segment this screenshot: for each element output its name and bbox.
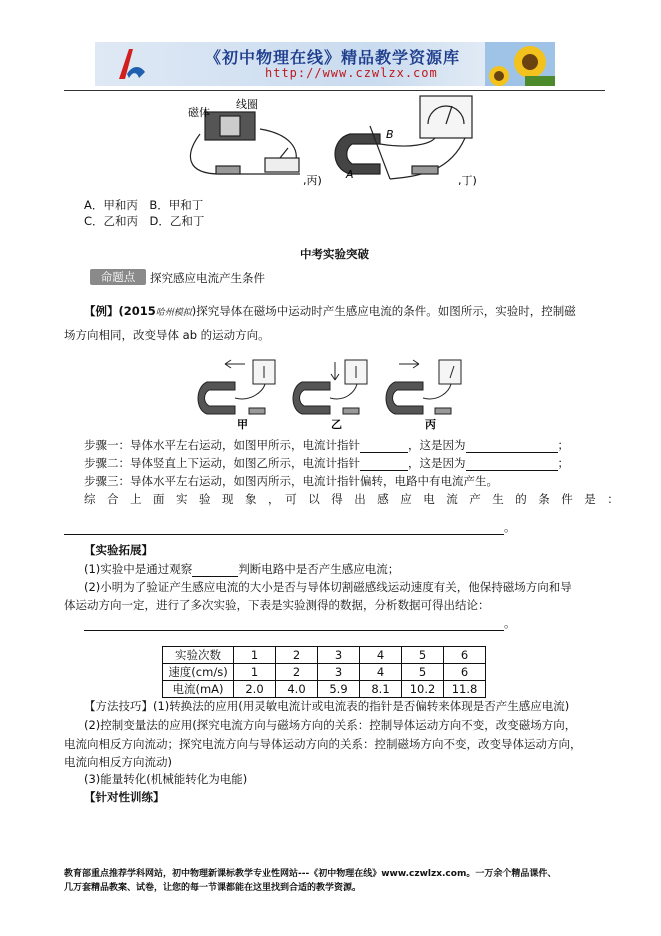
blank-q1[interactable] (192, 564, 238, 577)
table-header: 速度(cm/s) (163, 664, 234, 681)
methods-line-5: (3)能量转化(机械能转化为电能) (84, 772, 248, 786)
table-cell: 5 (402, 664, 444, 681)
step-2 (84, 455, 569, 471)
blank-step-2-b[interactable] (466, 458, 558, 471)
table-cell: 5 (402, 647, 444, 664)
methods-line-6: 【针对性训练】 (84, 790, 165, 804)
table-cell: 10.2 (402, 681, 444, 698)
footer-line-1: 教育部重点推荐学科网站，初中物理新课标教学专业性网站---《初中物理在线》www.czwlzx.com。一万余个精品课件、 (64, 869, 557, 879)
figure-label-yi: 乙 (331, 418, 342, 431)
table-row (163, 681, 486, 698)
expand-q1-text: (1)实验中是通过观察 (84, 562, 193, 576)
header-rule (64, 90, 605, 91)
expand-q2-line-2: 体运动方向一定，进行了多次实验，下表是实验测得的数据，分析数据可得出结论： (64, 598, 490, 612)
step-1 (84, 437, 569, 453)
step-1-end: ； (557, 438, 569, 452)
expand-q1-rest: 判断电路中是否产生感应电流； (238, 562, 400, 576)
table-cell: 1 (234, 647, 276, 664)
step-2-text: 步骤二：导体竖直上下运动，如图乙所示，电流计指针 (84, 456, 360, 470)
table-cell: 6 (444, 664, 486, 681)
site-logo-icon (109, 44, 149, 84)
experiment-figure (195, 352, 475, 432)
step-3: 步骤三：导体水平左右运动，如图丙所示，电流计指针偏转，电路中有电流产生。 (84, 474, 498, 488)
table-cell: 5.9 (318, 681, 360, 698)
step-4-answer (64, 519, 516, 535)
banner-title: 《初中物理在线》精品教学资源库 (205, 48, 461, 67)
top-figure (180, 94, 500, 194)
table-cell: 2 (276, 647, 318, 664)
table-cell: 2 (276, 664, 318, 681)
methods-line-4: 电流向相反方向流动) (64, 755, 172, 769)
expand-q1 (84, 561, 399, 577)
banner-url[interactable]: http://www.czwlzx.com (265, 66, 438, 80)
option-line-2: C．乙和丙 D．乙和丁 (84, 214, 205, 228)
methods-line-3: 电流向相反方向流动；探究电流方向与导体运动方向的关系：控制磁场方向不变，改变导体运动方向， (64, 737, 582, 751)
table-cell: 3 (318, 647, 360, 664)
sunflower-icon (485, 42, 555, 86)
blank-step-4[interactable] (64, 522, 504, 535)
methods-line-2: (2)控制变量法的应用(探究电流方向与磁场方向的关系：控制导体运动方向不变，改变磁场方向， (84, 718, 577, 732)
table-cell: 4 (360, 647, 402, 664)
expand-q2-answer (84, 615, 516, 631)
example-prefix: 【例】(2015 (84, 304, 156, 318)
label-a: A (346, 168, 354, 181)
figure-label-jia: 甲 (237, 418, 248, 431)
footer-line-2: 几万套精品教案、试卷，让您的每一节课都能在这里找到合适的教学资源。 (64, 883, 362, 893)
label-ding: ,丁) (458, 174, 477, 187)
example-line-1 (84, 303, 576, 321)
figure-label-bing: 丙 (425, 418, 436, 431)
table-cell: 11.8 (444, 681, 486, 698)
blank-step-1-b[interactable] (466, 440, 558, 453)
header-banner (95, 42, 555, 86)
topic-badge: 命题点 (90, 269, 146, 285)
table-header: 电流(mA) (163, 681, 234, 698)
label-b: B (386, 128, 394, 141)
table-row (163, 664, 486, 681)
example-source: 哈州模拟 (155, 308, 192, 318)
step-1-text: 步骤一：导体水平左右运动，如图甲所示，电流计指针 (84, 438, 360, 452)
table-cell: 4 (360, 664, 402, 681)
table-cell: 2.0 (234, 681, 276, 698)
example-line-2: 场方向相同，改变导体 ab 的运动方向。 (64, 328, 270, 342)
expand-q2-end: 。 (504, 616, 516, 630)
step-2-reason: ，这是因为 (408, 456, 466, 470)
table-cell: 6 (444, 647, 486, 664)
option-line-1: A．甲和丙 B．甲和丁 (84, 198, 204, 212)
section-title: 中考实验突破 (300, 247, 369, 261)
table-cell: 4.0 (276, 681, 318, 698)
expand-q2-line-1: (2)小明为了验证产生感应电流的大小是否与导体切割磁感线运动速度有关，他保持磁场方向和导 (84, 580, 572, 594)
table-row (163, 647, 486, 664)
table-cell: 3 (318, 664, 360, 681)
step-1-reason: ，这是因为 (408, 438, 466, 452)
expand-heading: 【实验拓展】 (84, 543, 153, 557)
data-table (162, 646, 486, 698)
step-4: 综 合 上 面 实 验 现 象 ， 可 以 得 出 感 应 电 流 产 生 的 条 件 是 ： (84, 492, 619, 506)
example-rest: )探究导体在磁场中运动时产生感应电流的条件。如图所示，实验时，控制磁 (191, 304, 576, 318)
label-bing: ,丙) (303, 174, 322, 187)
topic-text: 探究感应电流产生条件 (150, 271, 265, 285)
step-2-end: ； (557, 456, 569, 470)
table-cell: 1 (234, 664, 276, 681)
methods-line-1: 【方法技巧】(1)转换法的应用(用灵敏电流计或电流表的指针是否偏转来体现是否产生感应电流) (84, 699, 570, 713)
blank-step-2-a[interactable] (360, 458, 408, 471)
label-coil: 线圈 (236, 98, 258, 111)
blank-step-1-a[interactable] (360, 440, 408, 453)
table-header: 实验次数 (163, 647, 234, 664)
label-magnet: 磁体 (188, 106, 210, 119)
blank-q2[interactable] (84, 618, 504, 631)
table-cell: 8.1 (360, 681, 402, 698)
step-4-end: 。 (504, 520, 516, 534)
